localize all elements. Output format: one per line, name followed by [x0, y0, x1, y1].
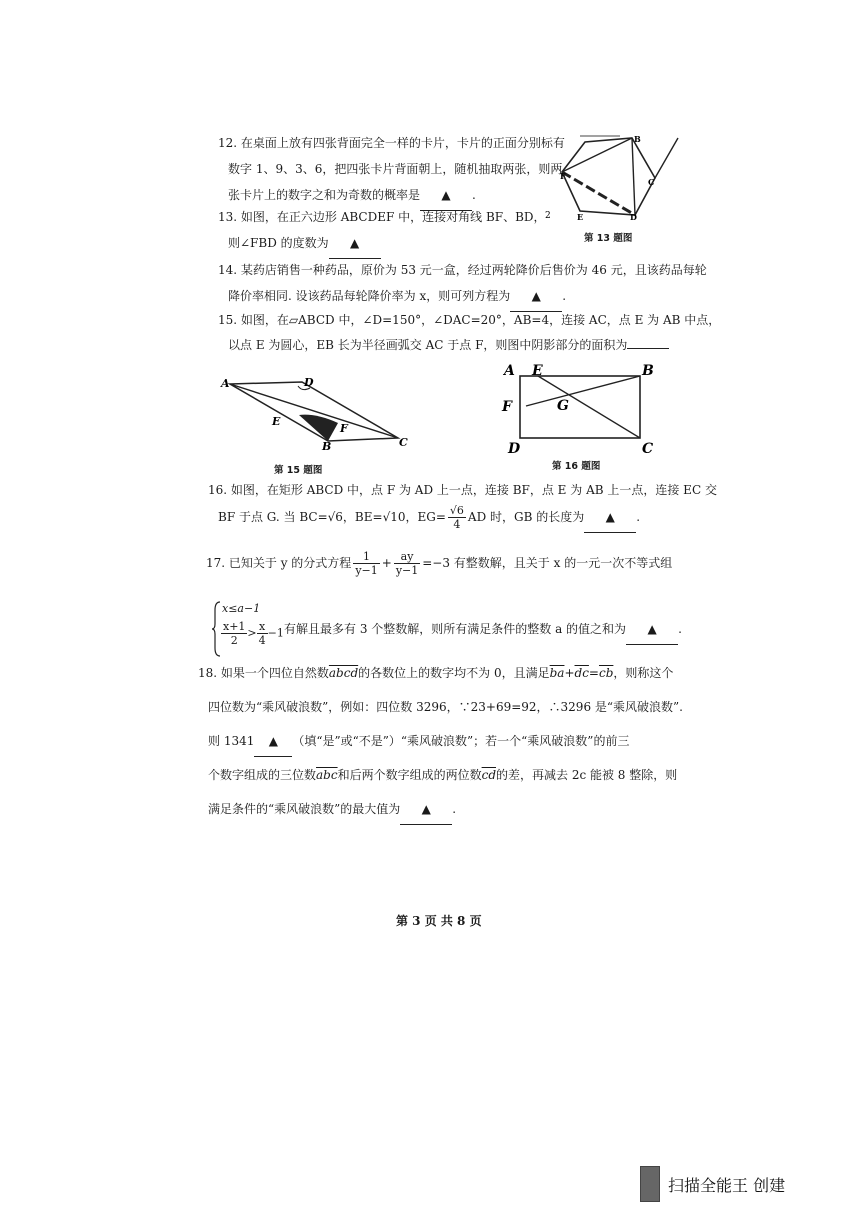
q18-line3 — [208, 726, 629, 757]
q18-abcd: abcd — [328, 666, 359, 680]
label-b: B — [322, 440, 332, 453]
label-b: B — [634, 134, 641, 144]
label-e: E — [272, 415, 281, 428]
label-2: 2 — [545, 211, 551, 221]
q14-answer-blank: ▲ — [510, 281, 562, 312]
scanner-logo-icon — [640, 1166, 660, 1202]
label-c: C — [648, 177, 655, 187]
rectangle-abcd — [520, 376, 640, 438]
label-c: C — [642, 441, 654, 457]
q12-line1: 12. 在桌面上放有四张背面完全一样的卡片，卡片的正面分别标有 — [218, 136, 565, 150]
q17-sys-d1: 2 — [230, 634, 238, 647]
q18-line4-a: 个数字组成的三位数 — [208, 768, 317, 782]
label-c: C — [399, 436, 408, 449]
q12-period: . — [472, 188, 476, 202]
q18-cb: $\overline{cb}$ — [598, 666, 614, 680]
diagonal-bd — [632, 138, 635, 215]
q18-line1-b: 的各数位上的数字均不为 0，且满足 — [358, 666, 550, 680]
label-d: D — [304, 376, 314, 389]
label-f: F — [340, 422, 348, 435]
q12-line3-text: 张卡片上的数字之和为奇数的概率是 — [228, 188, 421, 202]
q15-line2 — [228, 330, 669, 360]
diagonal-bf — [562, 138, 632, 172]
q18-line5-text: 满足条件的“乘风破浪数”的最大值为 — [208, 802, 401, 816]
label-f: F — [502, 399, 512, 415]
q17-f1-den: y−1 — [355, 564, 378, 577]
q17-fraction-1 — [353, 550, 379, 577]
q18-line1 — [198, 658, 673, 688]
q18-ba: $\overline{ba}$ — [549, 666, 565, 680]
q17-sys-line2 — [221, 620, 284, 647]
q16-fraction — [448, 504, 466, 531]
q14-line2-text: 降价率相同. 设该药品每轮降价率为 x，则可列方程为 — [228, 289, 511, 303]
q18-answer-blank-1: ▲ — [254, 726, 292, 757]
q15-line1: 15. 如图，在▱ABCD 中，∠D=150°，∠DAC=20°，AB=4，连接 AC，点 E 为 AB 中点， — [218, 313, 721, 327]
q12-answer-blank: ▲ — [420, 180, 472, 211]
label-f: F — [560, 171, 566, 181]
q13-caption: 第 13 题图 — [584, 233, 633, 244]
q16-period: . — [636, 510, 641, 524]
q18-line5 — [208, 794, 456, 825]
q17-period: . — [678, 622, 682, 636]
q18-eq: = — [588, 666, 599, 680]
label-b: B — [642, 363, 654, 379]
label-d: D — [508, 441, 521, 457]
page-number: 第 3 页 共 8 页 — [396, 914, 482, 928]
q17-inequality-system — [212, 600, 284, 658]
label-g: G — [557, 398, 569, 414]
watermark-text: 扫描全能王 创建 — [668, 1175, 786, 1195]
q17-plus: + — [381, 556, 392, 570]
q17-sys-gt: > — [247, 626, 257, 640]
diagonal-ac — [230, 384, 398, 438]
q13-hexagon-figure — [540, 128, 690, 243]
q18-abc: $\overline{abc}$ — [316, 768, 338, 782]
scanner-watermark — [640, 1166, 785, 1202]
q18-period: . — [452, 802, 457, 816]
q18-line4-c: 的差，再减去 2c 能被 8 整除，则 — [496, 768, 678, 782]
q17-sys-d2: 4 — [258, 634, 266, 647]
q18-line1-c: ，则称这个 — [613, 666, 674, 680]
q12-line2: 数字 1、9、3、6，把四张卡片背面朝上，随机抽取两张，则两 — [228, 162, 563, 176]
q14-line1: 14. 某药店销售一种药品，原价为 53 元一盒，经过两轮降价后售价为 46 元，且该药品每轮 — [218, 263, 707, 277]
segment-fd — [562, 172, 635, 215]
extension-line — [655, 138, 678, 178]
q18-plus: + — [564, 666, 575, 680]
segment-bf — [526, 376, 640, 406]
label-e: E — [577, 212, 584, 222]
q14-period: . — [562, 289, 567, 303]
q17-sys-tail: −1 — [267, 626, 284, 640]
q17-sys-n2: x — [257, 620, 268, 634]
q17-answer-blank: ▲ — [626, 614, 678, 645]
q13-line2-text: 则∠FBD 的度数为 — [228, 236, 329, 250]
q18-line4-b: 和后两个数字组成的两位数 — [337, 768, 482, 782]
q17-line1-a: 17. 已知关于 y 的分式方程 — [206, 556, 352, 570]
q18-cd: $\overline{cd}$ — [481, 768, 496, 782]
q17-f2-num: ay — [394, 550, 420, 564]
q17-line2 — [284, 614, 682, 645]
q13-line1: 13. 如图，在正六边形 ABCDEF 中，连接对角线 BF、BD， — [218, 210, 546, 224]
label-a: A — [504, 363, 515, 379]
q17-line1-b: =−3 有整数解，且关于 x 的一元一次不等式组 — [422, 556, 673, 570]
q15-answer-blank — [627, 348, 669, 349]
q16-line2 — [218, 502, 640, 533]
q17-line2-text: 有解且最多有 3 个整数解，则所有满足条件的整数 a 的值之和为 — [284, 622, 627, 636]
q18-line1-a: 18. 如果一个四位自然数 — [198, 666, 329, 680]
q15-parallelogram-figure — [216, 368, 416, 458]
q18-line4 — [208, 760, 677, 790]
q16-answer-blank: ▲ — [584, 502, 636, 533]
q17-sys-frac1 — [221, 620, 247, 647]
segment-ec — [538, 376, 640, 438]
q16-line2-b: AD 时，GB 的长度为 — [467, 510, 585, 524]
q17-sys-line1: x≤a−1 — [222, 602, 261, 615]
q13-answer-blank: ▲ — [329, 228, 381, 259]
q18-line3-b: （填“是”或“不是”）“乘风破浪数”；若一个“乘风破浪数”的前三 — [292, 734, 630, 748]
q18-dc: $\overline{dc}$ — [574, 666, 589, 680]
q17-f1-num: 1 — [353, 550, 379, 564]
q17-sys-n1: x+1 — [223, 620, 246, 633]
q17-line1 — [206, 548, 672, 578]
q16-frac-num: √6 — [449, 504, 464, 517]
q17-fraction-2 — [394, 550, 420, 577]
q17-f2-den: y−1 — [395, 564, 419, 577]
label-a: A — [221, 377, 230, 390]
label-d: D — [630, 212, 637, 222]
q15-caption: 第 15 题图 — [274, 465, 323, 476]
q16-rectangle-figure — [498, 360, 668, 460]
q16-line1: 16. 如图，在矩形 ABCD 中，点 F 为 AD 上一点，连接 BF，点 E 为 AB 上一点，连接 EC 交 — [208, 483, 717, 497]
q18-answer-blank-2: ▲ — [400, 794, 452, 825]
q16-frac-den: 4 — [453, 518, 461, 531]
q15-line2-text: 以点 E 为圆心，EB 长为半径画弧交 AC 于点 F，则图中阴影部分的面积为 — [228, 338, 628, 352]
label-e: E — [532, 363, 543, 379]
q18-line3-a: 则 1341 — [208, 734, 255, 748]
q18-line2: 四位数为“乘风破浪数”，例如：四位数 3296，∵23+69=92，∴3296 是“乘风破浪数”. — [208, 700, 683, 714]
q16-line2-a: BF 于点 G. 当 BC=√6，BE=√10，EG= — [218, 510, 446, 524]
q17-sys-frac2 — [257, 620, 268, 647]
q16-caption: 第 16 题图 — [552, 461, 601, 472]
